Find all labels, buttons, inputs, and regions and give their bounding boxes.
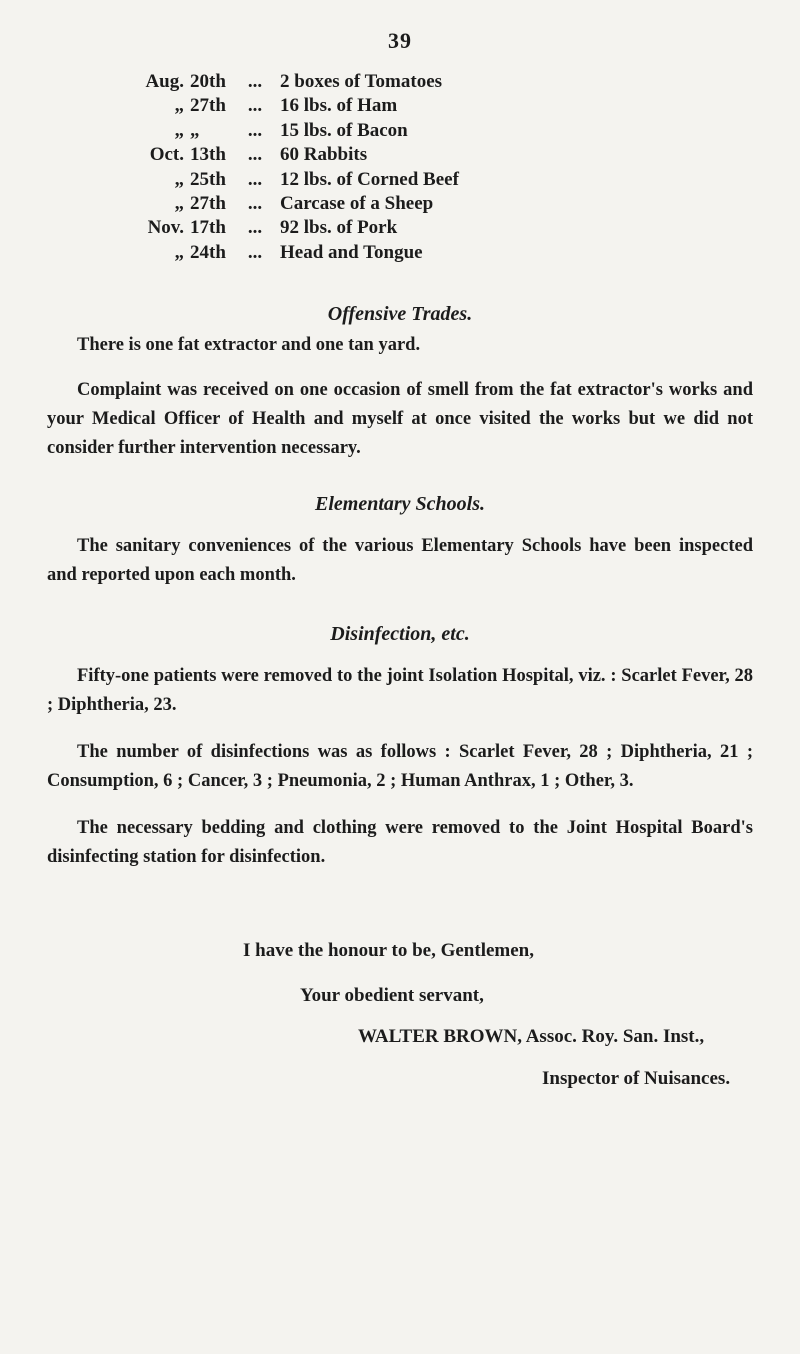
seizure-table [140, 70, 459, 265]
seizure-month: „ [174, 192, 184, 214]
seizure-month: Oct. [149, 144, 184, 166]
seizure-day: 20th [190, 71, 226, 92]
section-elementary-schools [47, 532, 753, 590]
leader-dots: ... [247, 119, 263, 141]
signatory-title: Inspector of Nuisances. [542, 1068, 731, 1089]
closing-line: Your obedient servant, [300, 985, 484, 1006]
section-disinfection [47, 662, 753, 872]
heading-disinfection: Disinfection, etc. [330, 623, 470, 645]
paragraph: The necessary bedding and clothing were removed to the Joint Hospital Board's disinfecting station for disinfection. [47, 818, 753, 867]
leader-dots: ... [247, 168, 263, 190]
seizure-row [140, 70, 459, 94]
paragraph: Fifty-one patients were removed to the joint Isolation Hospital, viz. : Scarlet Fever, 28 ; Diphtheria, 23. [47, 666, 753, 715]
leader-dots: ... [247, 71, 263, 92]
seizure-item: Head and Tongue [280, 241, 423, 263]
paragraph: The number of disinfections was as follows : Scarlet Fever, 28 ; Diphtheria, 21 ; Consumption, 6 ; Cancer, 3 ; Pneumonia, 2 ; Human Anthrax, 1 ; Other, 3. [47, 742, 753, 791]
seizure-day: 24th [190, 241, 226, 263]
seizure-day: „ [190, 119, 200, 141]
seizure-day: 25th [190, 168, 226, 190]
seizure-row [140, 94, 459, 118]
seizure-item: 60 Rabbits [280, 144, 368, 166]
paragraph: The sanitary conveniences of the various Elementary Schools have been inspected and reported upon each month. [47, 536, 753, 585]
seizure-day: 17th [190, 217, 226, 239]
seizure-item: 12 lbs. of Corned Beef [280, 168, 459, 190]
seizure-row [140, 216, 459, 240]
seizure-item: 15 lbs. of Bacon [280, 119, 408, 141]
heading-offensive-trades: Offensive Trades. [327, 303, 473, 325]
paragraph: There is one fat extractor and one tan yard. [77, 335, 421, 355]
seizure-row [140, 241, 459, 265]
paragraph: Complaint was received on one occasion of smell from the fat extractor's works and your Medical Officer of Health and myself at once visited the works but we did not consider further intervention necessary. [47, 380, 753, 458]
seizure-item: 92 lbs. of Pork [280, 217, 398, 239]
heading-elementary-schools: Elementary Schools. [314, 493, 485, 515]
seizure-row [140, 119, 459, 143]
seizure-row [140, 143, 459, 167]
page-number: 39 [388, 28, 412, 53]
seizure-item: 2 boxes of Tomatoes [280, 71, 443, 92]
seizure-day: 13th [190, 144, 226, 166]
seizure-month: „ [174, 95, 184, 117]
leader-dots: ... [247, 144, 263, 166]
seizure-month: „ [174, 119, 184, 141]
leader-dots: ... [247, 217, 263, 239]
leader-dots: ... [247, 95, 263, 117]
seizure-month: „ [174, 241, 184, 263]
seizure-item: 16 lbs. of Ham [280, 95, 398, 117]
leader-dots: ... [247, 192, 263, 214]
seizure-month: Nov. [147, 217, 184, 239]
seizure-month: „ [174, 168, 184, 190]
closing-line: I have the honour to be, Gentlemen, [243, 940, 534, 961]
section-offensive-trades [47, 331, 753, 463]
seizure-day: 27th [190, 192, 226, 214]
leader-dots: ... [247, 241, 263, 263]
seizure-item: Carcase of a Sheep [280, 192, 434, 214]
seizure-row [140, 192, 459, 216]
seizure-row [140, 168, 459, 192]
seizure-month: Aug. [145, 71, 184, 92]
seizure-day: 27th [190, 95, 226, 117]
signature: WALTER BROWN, Assoc. Roy. San. Inst., [358, 1026, 705, 1047]
